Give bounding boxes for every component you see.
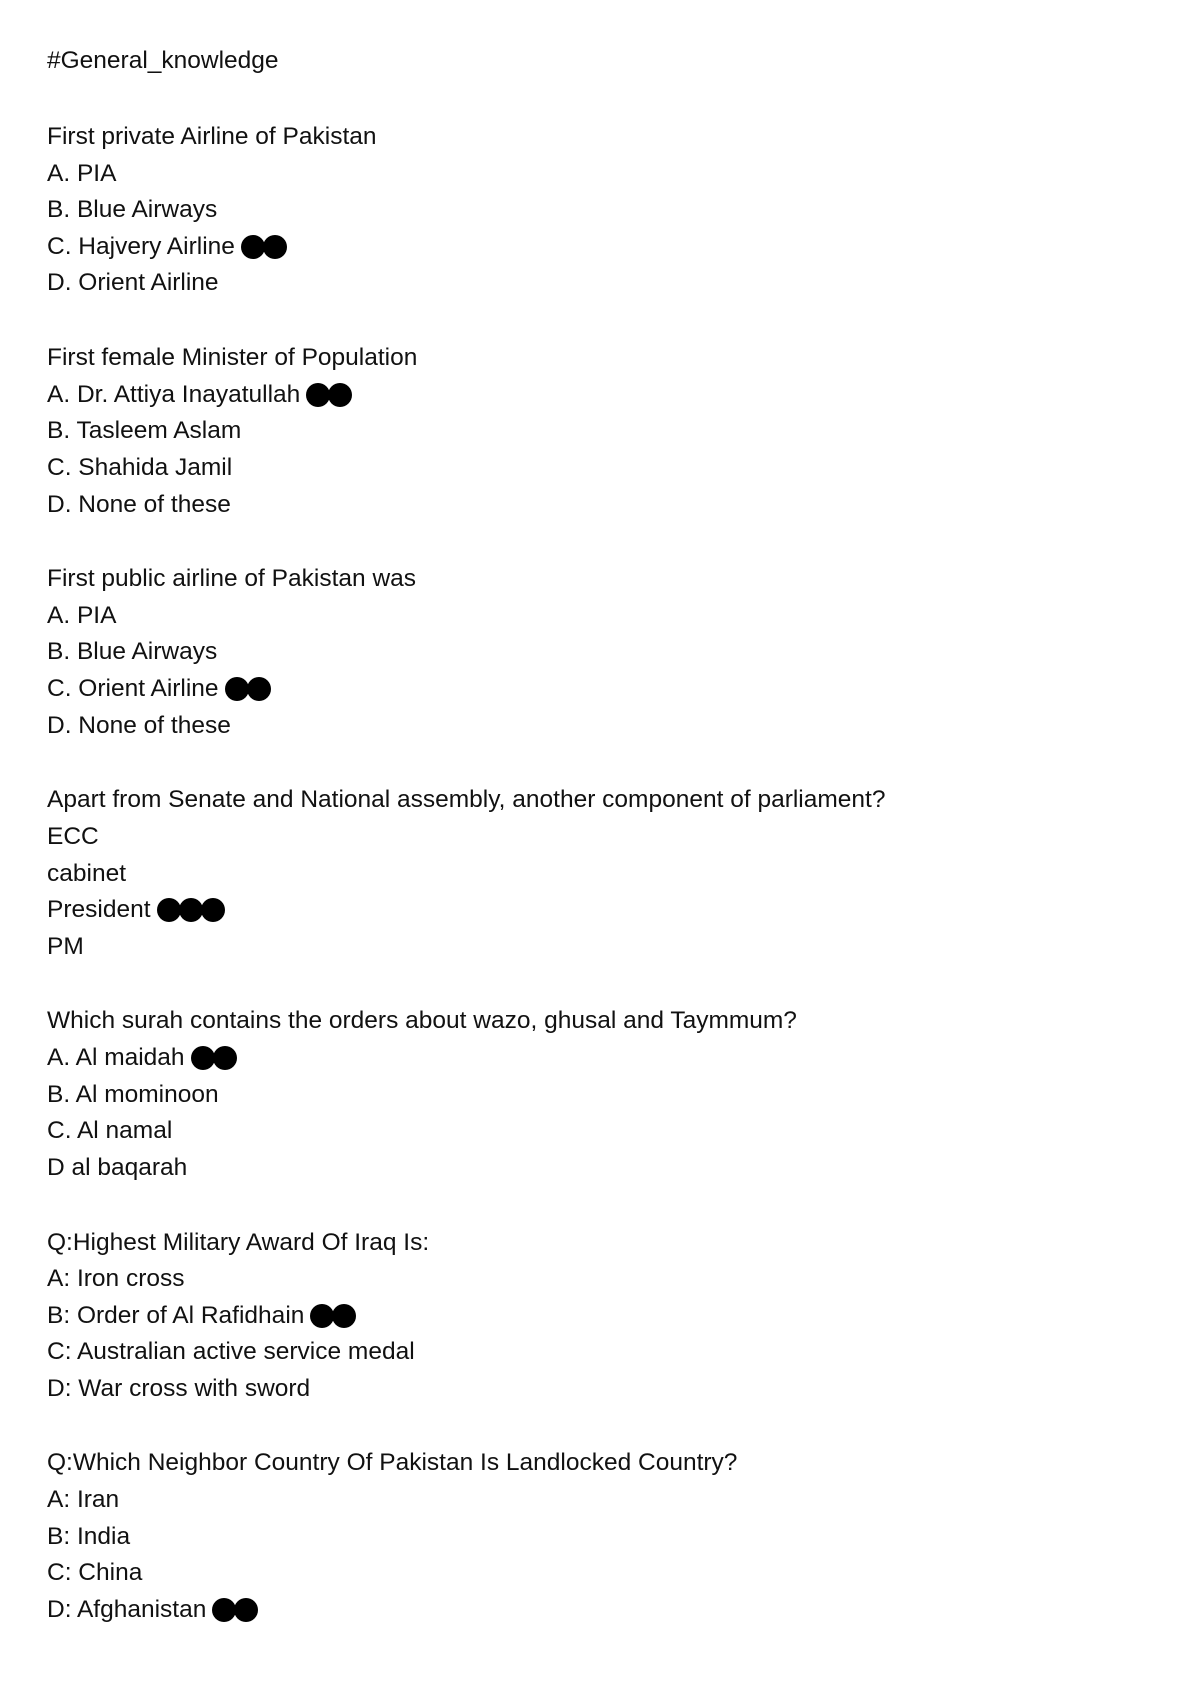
option-text: PM	[47, 933, 84, 960]
answer-marks	[225, 677, 269, 701]
answer-dot-icon	[234, 1598, 258, 1622]
question-4-option-3	[47, 893, 223, 927]
question-1-option-d	[47, 266, 219, 300]
answer-marks	[212, 1598, 256, 1622]
question-5-text: Which surah contains the orders about wazo, ghusal and Taymmum?	[47, 1007, 797, 1034]
answer-dot-icon	[201, 898, 225, 922]
answer-marks	[241, 235, 285, 259]
option-text: D: War cross with sword	[47, 1375, 311, 1402]
question-2-option-a	[47, 378, 350, 412]
option-text: B. Blue Airways	[47, 638, 218, 665]
option-text: A: Iron cross	[47, 1265, 185, 1292]
option-text: A. Dr. Attiya Inayatullah	[47, 381, 301, 408]
option-text: D: Afghanistan	[47, 1596, 207, 1623]
option-text: C. Shahida Jamil	[47, 454, 233, 481]
option-text: C. Al namal	[47, 1117, 173, 1144]
question-3-text: First public airline of Pakistan was	[47, 565, 417, 592]
question-5-option-d	[47, 1151, 187, 1185]
answer-marks	[310, 1304, 354, 1328]
answer-dot-icon	[332, 1304, 356, 1328]
question-5-option-c	[47, 1114, 172, 1148]
question-6-option-b	[47, 1299, 354, 1333]
question-1-option-c	[47, 230, 285, 264]
question-6-text: Q:Highest Military Award Of Iraq Is:	[47, 1229, 430, 1256]
question-4-text: Apart from Senate and National assembly, another component of parliament?	[47, 786, 886, 813]
option-text: A: Iran	[47, 1486, 120, 1513]
question-3-option-a	[47, 599, 116, 633]
option-text: ECC	[47, 823, 99, 850]
question-6-option-c	[47, 1335, 415, 1369]
option-text: A. Al maidah	[47, 1044, 185, 1071]
answer-dot-icon	[328, 383, 352, 407]
answer-dot-icon	[225, 677, 249, 701]
option-text: B: India	[47, 1523, 131, 1550]
option-text: A. PIA	[47, 602, 117, 629]
question-1-option-b	[47, 193, 217, 227]
question-3-option-b	[47, 635, 217, 669]
option-text: B. Al mominoon	[47, 1081, 219, 1108]
option-text: D. Orient Airline	[47, 269, 219, 296]
option-text: C. Orient Airline	[47, 675, 219, 702]
question-4-option-1	[47, 820, 99, 854]
question-5-option-b	[47, 1078, 219, 1112]
option-text: B: Order of Al Rafidhain	[47, 1302, 305, 1329]
option-text: cabinet	[47, 860, 127, 887]
option-text: C: China	[47, 1559, 143, 1586]
option-text: B. Blue Airways	[47, 196, 218, 223]
question-2-option-d	[47, 488, 231, 522]
question-7-text: Q:Which Neighbor Country Of Pakistan Is Landlocked Country?	[47, 1449, 738, 1476]
option-text: President	[47, 896, 151, 923]
answer-dot-icon	[241, 235, 265, 259]
question-2-option-b	[47, 414, 241, 448]
answer-marks	[306, 383, 350, 407]
option-text: D. None of these	[47, 491, 231, 518]
question-4-option-4	[47, 930, 84, 964]
option-text: D al baqarah	[47, 1154, 188, 1181]
question-1-text: First private Airline of Pakistan	[47, 123, 377, 150]
question-6-option-a	[47, 1262, 185, 1296]
answer-dot-icon	[179, 898, 203, 922]
question-5-option-a	[47, 1041, 235, 1075]
answer-dot-icon	[263, 235, 287, 259]
question-4-option-2	[47, 857, 126, 891]
answer-dot-icon	[310, 1304, 334, 1328]
answer-dot-icon	[247, 677, 271, 701]
question-3-option-c	[47, 672, 269, 706]
question-7-option-c	[47, 1556, 142, 1590]
option-text: C: Australian active service medal	[47, 1338, 415, 1365]
answer-dot-icon	[157, 898, 181, 922]
question-7-option-d	[47, 1593, 256, 1627]
answer-marks	[157, 898, 223, 922]
answer-dot-icon	[191, 1046, 215, 1070]
option-text: C. Hajvery Airline	[47, 233, 235, 260]
question-6-option-d	[47, 1372, 310, 1406]
question-7-option-a	[47, 1483, 119, 1517]
question-7-option-b	[47, 1520, 130, 1554]
option-text: B. Tasleem Aslam	[47, 417, 242, 444]
answer-dot-icon	[212, 1598, 236, 1622]
answer-dot-icon	[213, 1046, 237, 1070]
question-1-option-a	[47, 157, 116, 191]
answer-marks	[191, 1046, 235, 1070]
option-text: A. PIA	[47, 160, 117, 187]
question-3-option-d	[47, 709, 231, 743]
question-2-text: First female Minister of Population	[47, 344, 418, 371]
option-text: D. None of these	[47, 712, 231, 739]
answer-dot-icon	[306, 383, 330, 407]
document-heading: #General_knowledge	[47, 47, 279, 74]
question-2-option-c	[47, 451, 232, 485]
